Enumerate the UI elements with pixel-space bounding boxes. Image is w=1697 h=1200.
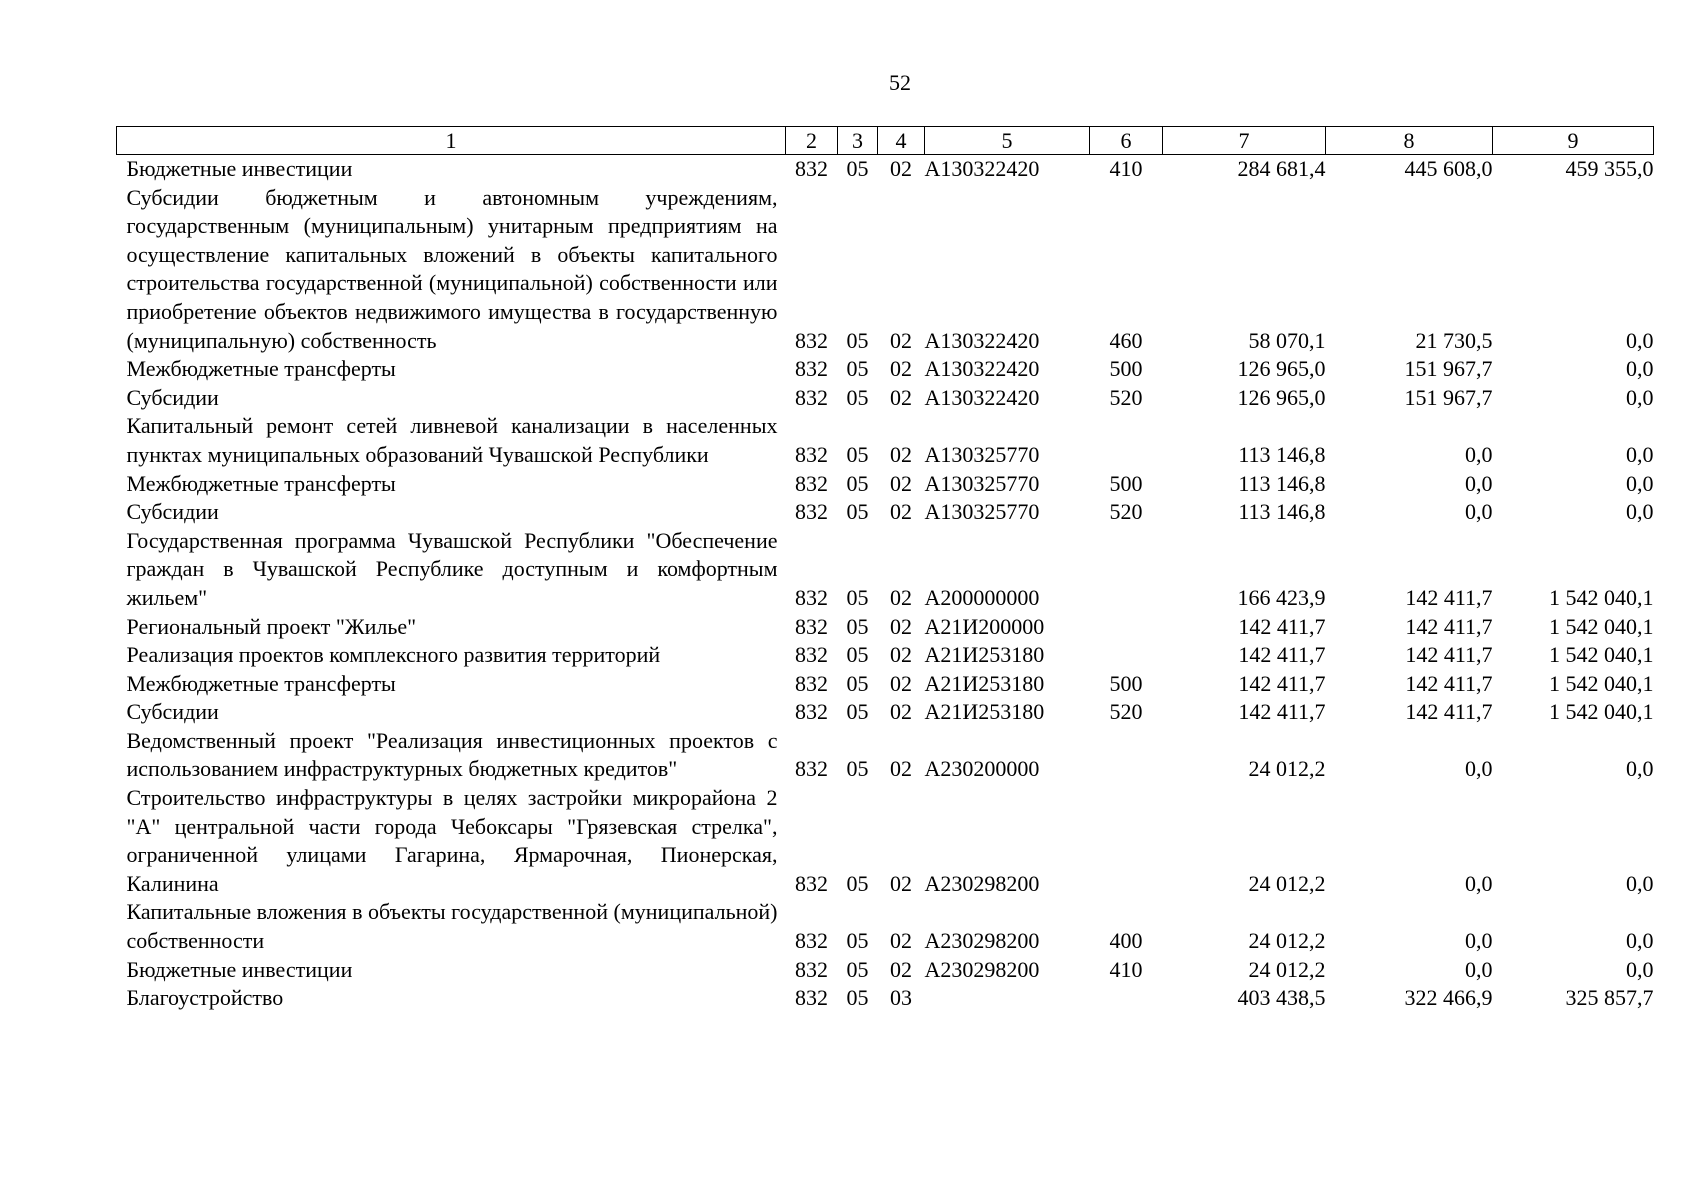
expense-type: 410 xyxy=(1109,956,1143,982)
target-article: А21И253180 xyxy=(924,670,1045,696)
ministry-code: 832 xyxy=(795,613,828,639)
amount-col-7: 24 012,2 xyxy=(1248,870,1326,896)
target-article: А230298200 xyxy=(924,956,1040,982)
amount-col-9: 1 542 040,1 xyxy=(1549,613,1654,639)
expense-type xyxy=(1090,641,1163,670)
amount-col-8: 0,0 xyxy=(1465,928,1493,954)
expense-type: 520 xyxy=(1109,499,1143,525)
amount-col-8: 0,0 xyxy=(1465,441,1493,467)
ministry-code: 832 xyxy=(795,441,828,467)
row-name: Межбюджетные трансферты xyxy=(126,356,396,382)
target-article: А130322420 xyxy=(924,156,1040,181)
expense-type: 500 xyxy=(1109,470,1143,496)
amount-col-9: 0,0 xyxy=(1626,441,1654,467)
target-article: А21И253180 xyxy=(924,699,1045,725)
amount-col-7: 142 411,7 xyxy=(1238,613,1326,639)
row-name: Ведомственный проект "Реализация инвестиционных проектов с использованием инфраструктурных бюджетных кредитов" xyxy=(126,727,778,782)
expense-type: 410 xyxy=(1109,156,1143,181)
target-article: А21И253180 xyxy=(924,642,1045,668)
amount-col-7: 113 146,8 xyxy=(1238,441,1326,467)
table-row xyxy=(117,641,1654,670)
amount-col-9: 0,0 xyxy=(1626,928,1654,954)
target-article: А230200000 xyxy=(924,756,1040,782)
section-code: 05 xyxy=(846,985,869,1011)
expense-type: 400 xyxy=(1109,928,1143,954)
subsection-code: 02 xyxy=(890,156,912,181)
row-name: Бюджетные инвестиции xyxy=(126,156,353,181)
amount-col-8: 142 411,7 xyxy=(1405,584,1493,610)
section-code: 05 xyxy=(846,928,869,954)
amount-col-9: 0,0 xyxy=(1626,499,1654,525)
table-row xyxy=(117,613,1654,642)
section-code: 05 xyxy=(846,699,869,725)
amount-col-8: 142 411,7 xyxy=(1405,613,1493,639)
row-name: Субсидии бюджетным и автономным учреждениям, государственным (муниципальным) унитарным предприятиям на осуществление капитальных вложений в объекты капитального строительства государственной (муниципальной) собственности или приобретение объектов недвижимого имущества в государственную (муниципальную) собственность xyxy=(126,184,778,353)
amount-col-8: 0,0 xyxy=(1465,756,1493,782)
section-code: 05 xyxy=(846,327,869,353)
amount-col-7: 58 070,1 xyxy=(1248,327,1326,353)
column-header-8: 8 xyxy=(1326,127,1493,155)
ministry-code: 832 xyxy=(795,156,828,181)
amount-col-7: 166 423,9 xyxy=(1237,584,1326,610)
amount-col-8: 151 967,7 xyxy=(1404,356,1493,382)
amount-col-9: 1 542 040,1 xyxy=(1549,699,1654,725)
amount-col-9: 1 542 040,1 xyxy=(1549,642,1654,668)
expense-type: 460 xyxy=(1109,327,1143,353)
amount-col-7: 113 146,8 xyxy=(1238,499,1326,525)
expense-type xyxy=(1090,727,1163,784)
section-code: 05 xyxy=(846,584,869,610)
table-row xyxy=(117,670,1654,699)
table-row xyxy=(117,384,1654,413)
amount-col-8: 0,0 xyxy=(1465,956,1493,982)
section-code: 05 xyxy=(846,870,869,896)
row-name: Субсидии xyxy=(126,384,219,410)
row-name: Региональный проект "Жилье" xyxy=(126,613,417,639)
amount-col-9: 0,0 xyxy=(1626,384,1654,410)
section-code: 05 xyxy=(846,356,869,382)
amount-col-9: 0,0 xyxy=(1626,756,1654,782)
target-article: А21И200000 xyxy=(924,613,1045,639)
subsection-code: 02 xyxy=(890,670,912,696)
table-row xyxy=(117,727,1654,784)
target-article: А130325770 xyxy=(924,470,1040,496)
expense-type: 500 xyxy=(1109,670,1143,696)
amount-col-7: 126 965,0 xyxy=(1237,356,1326,382)
amount-col-9: 459 355,0 xyxy=(1565,156,1654,181)
section-code: 05 xyxy=(846,613,869,639)
table-row xyxy=(117,784,1654,898)
row-name: Благоустройство xyxy=(126,985,284,1011)
amount-col-7: 24 012,2 xyxy=(1248,956,1326,982)
ministry-code: 832 xyxy=(795,870,828,896)
target-article: А200000000 xyxy=(924,584,1040,610)
ministry-code: 832 xyxy=(795,928,828,954)
section-code: 05 xyxy=(846,670,869,696)
subsection-code: 02 xyxy=(890,584,912,610)
target-article xyxy=(925,984,1090,1013)
target-article: А130325770 xyxy=(924,499,1040,525)
amount-col-9: 0,0 xyxy=(1626,327,1654,353)
amount-col-7: 284 681,4 xyxy=(1237,156,1326,181)
row-name: Строительство инфраструктуры в целях застройки микрорайона 2 "А" центральной части города Чебоксары "Грязевская стрелка", ограниченной улицами Гагарина, Ярмарочная, Пионерская, Калинина xyxy=(126,785,778,896)
amount-col-8: 151 967,7 xyxy=(1404,384,1493,410)
subsection-code: 02 xyxy=(890,384,912,410)
amount-col-8: 0,0 xyxy=(1465,870,1493,896)
ministry-code: 832 xyxy=(795,356,828,382)
section-code: 05 xyxy=(846,156,869,181)
column-header-4: 4 xyxy=(878,127,925,155)
expense-type: 500 xyxy=(1109,356,1143,382)
ministry-code: 832 xyxy=(795,699,828,725)
table-row xyxy=(117,984,1654,1013)
amount-col-7: 142 411,7 xyxy=(1238,670,1326,696)
ministry-code: 832 xyxy=(795,642,828,668)
row-name: Государственная программа Чувашской Республики "Обеспечение граждан в Чувашской Республике доступным и комфортным жильем" xyxy=(126,527,778,610)
subsection-code: 02 xyxy=(890,956,912,982)
amount-col-8: 0,0 xyxy=(1465,499,1493,525)
amount-col-8: 142 411,7 xyxy=(1405,670,1493,696)
table-row xyxy=(117,527,1654,613)
table-row xyxy=(117,184,1654,356)
amount-col-9: 0,0 xyxy=(1626,356,1654,382)
ministry-code: 832 xyxy=(795,584,828,610)
subsection-code: 02 xyxy=(890,870,912,896)
ministry-code: 832 xyxy=(795,327,828,353)
table-body xyxy=(117,155,1654,1013)
ministry-code: 832 xyxy=(795,384,828,410)
amount-col-7: 113 146,8 xyxy=(1238,470,1326,496)
column-header-6: 6 xyxy=(1090,127,1163,155)
amount-col-8: 445 608,0 xyxy=(1404,156,1493,181)
row-name: Капитальный ремонт сетей ливневой канализации в населенных пунктах муниципальных образований Чувашской Республики xyxy=(126,413,778,467)
amount-col-8: 21 730,5 xyxy=(1415,327,1493,353)
amount-col-7: 142 411,7 xyxy=(1238,699,1326,725)
subsection-code: 02 xyxy=(890,756,912,782)
target-article: А130322420 xyxy=(924,327,1040,353)
row-name: Капитальные вложения в объекты государственной (муниципальной) собственности xyxy=(126,899,778,954)
amount-col-7: 142 411,7 xyxy=(1238,642,1326,668)
column-header-2: 2 xyxy=(786,127,838,155)
column-header-3: 3 xyxy=(838,127,878,155)
subsection-code: 02 xyxy=(890,928,912,954)
subsection-code: 02 xyxy=(890,327,912,353)
ministry-code: 832 xyxy=(795,956,828,982)
expense-type xyxy=(1090,527,1163,613)
column-number-row xyxy=(117,127,1654,155)
amount-col-7: 24 012,2 xyxy=(1248,928,1326,954)
amount-col-9: 325 857,7 xyxy=(1565,985,1654,1011)
column-header-7: 7 xyxy=(1163,127,1326,155)
ministry-code: 832 xyxy=(795,670,828,696)
expense-type xyxy=(1090,412,1163,469)
subsection-code: 02 xyxy=(890,356,912,382)
subsection-code: 02 xyxy=(890,499,912,525)
section-code: 05 xyxy=(846,499,869,525)
subsection-code: 02 xyxy=(890,699,912,725)
ministry-code: 832 xyxy=(795,470,828,496)
table-row xyxy=(117,898,1654,955)
expense-type: 520 xyxy=(1109,384,1143,410)
amount-col-7: 24 012,2 xyxy=(1248,756,1326,782)
table-row xyxy=(117,956,1654,985)
target-article: А130322420 xyxy=(924,384,1040,410)
budget-table xyxy=(116,126,1654,1013)
expense-type xyxy=(1090,613,1163,642)
ministry-code: 832 xyxy=(795,756,828,782)
expense-type xyxy=(1090,984,1163,1013)
amount-col-8: 0,0 xyxy=(1465,470,1493,496)
amount-col-9: 0,0 xyxy=(1626,470,1654,496)
row-name: Межбюджетные трансферты xyxy=(126,470,396,496)
row-name: Межбюджетные трансферты xyxy=(126,670,396,696)
column-header-5: 5 xyxy=(925,127,1090,155)
subsection-code: 02 xyxy=(890,441,912,467)
section-code: 05 xyxy=(846,956,869,982)
table-row xyxy=(117,470,1654,499)
row-name: Субсидии xyxy=(126,499,219,525)
expense-type xyxy=(1090,784,1163,898)
table-row xyxy=(117,412,1654,469)
subsection-code: 02 xyxy=(890,642,912,668)
page-number: 52 xyxy=(889,70,911,95)
table-row xyxy=(117,498,1654,527)
row-name: Бюджетные инвестиции xyxy=(126,956,353,982)
ministry-code: 832 xyxy=(795,499,828,525)
section-code: 05 xyxy=(846,642,869,668)
amount-col-9: 1 542 040,1 xyxy=(1549,584,1654,610)
amount-col-8: 142 411,7 xyxy=(1405,699,1493,725)
subsection-code: 03 xyxy=(890,985,912,1011)
target-article: А230298200 xyxy=(924,928,1040,954)
amount-col-7: 126 965,0 xyxy=(1237,384,1326,410)
column-header-1: 1 xyxy=(117,127,786,155)
amount-col-9: 0,0 xyxy=(1626,956,1654,982)
row-name: Субсидии xyxy=(126,699,219,725)
target-article: А230298200 xyxy=(924,870,1040,896)
table-row xyxy=(117,698,1654,727)
table-row xyxy=(117,155,1654,184)
section-code: 05 xyxy=(846,441,869,467)
expense-type: 520 xyxy=(1109,699,1143,725)
amount-col-8: 142 411,7 xyxy=(1405,642,1493,668)
target-article: А130325770 xyxy=(924,441,1040,467)
row-name: Реализация проектов комплексного развития территорий xyxy=(126,642,661,668)
subsection-code: 02 xyxy=(890,470,912,496)
section-code: 05 xyxy=(846,756,869,782)
amount-col-9: 1 542 040,1 xyxy=(1549,670,1654,696)
section-code: 05 xyxy=(846,384,869,410)
amount-col-9: 0,0 xyxy=(1626,870,1654,896)
ministry-code: 832 xyxy=(795,985,828,1011)
amount-col-8: 322 466,9 xyxy=(1404,985,1493,1011)
column-header-9: 9 xyxy=(1493,127,1654,155)
amount-col-7: 403 438,5 xyxy=(1237,985,1326,1011)
subsection-code: 02 xyxy=(890,613,912,639)
target-article: А130322420 xyxy=(924,356,1040,382)
table-row xyxy=(117,355,1654,384)
section-code: 05 xyxy=(846,470,869,496)
